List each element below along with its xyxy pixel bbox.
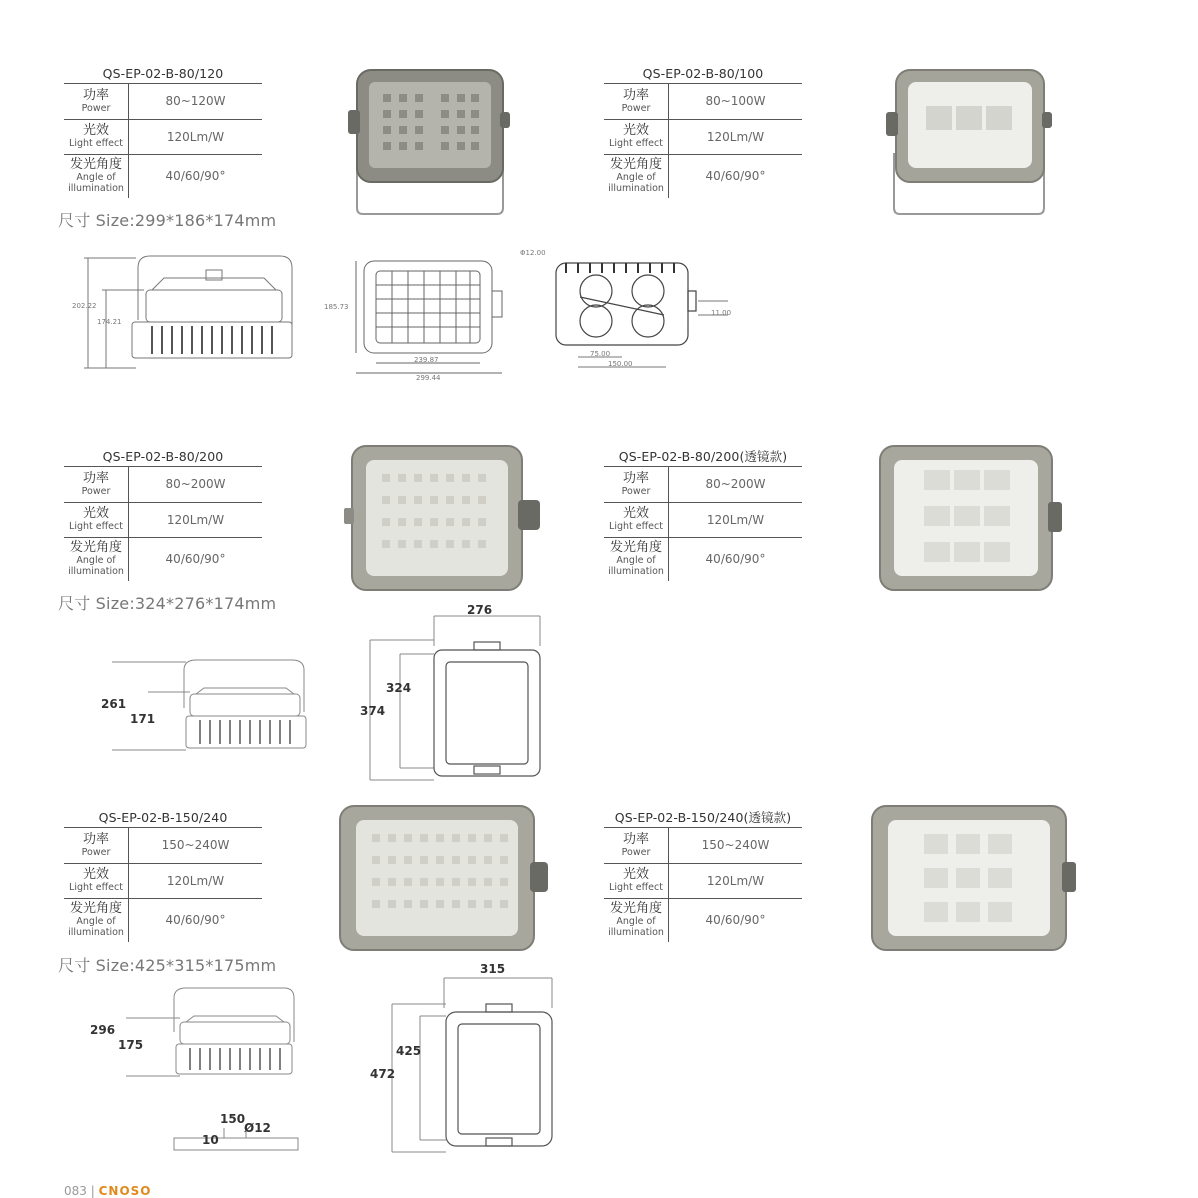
dim-text: 425	[396, 1044, 422, 1058]
effect-value: 120Lm/W	[669, 119, 803, 154]
product-photo-5	[332, 804, 554, 952]
power-label-en: Power	[621, 102, 651, 114]
angle-label: 发光角度	[69, 157, 122, 173]
angle-value: 40/60/90°	[705, 552, 766, 567]
angle-label-en1: Angle of	[616, 555, 656, 567]
brand-logo: CNOSO	[98, 1184, 152, 1198]
spec-table-6	[604, 809, 802, 942]
power-label-en: Power	[81, 102, 111, 114]
angle-label: 发光角度	[69, 901, 122, 917]
power-label-en: Power	[81, 846, 111, 858]
effect-label-en: Light effect	[609, 521, 663, 532]
dim-text: 315	[480, 962, 506, 976]
spec-table-2	[604, 65, 802, 198]
size-label-1: 尺寸 Size:299*186*174mm	[58, 211, 277, 230]
effect-label: 光效	[622, 123, 649, 138]
product-photo-1	[345, 68, 515, 216]
dim-text: 261	[101, 697, 127, 711]
dim-text: Ø12	[244, 1121, 271, 1135]
power-value: 80~200W	[669, 467, 803, 502]
power-value: 80~200W	[129, 467, 263, 502]
model-title: QS-EP-02-B-80/120	[64, 65, 262, 84]
angle-label-en2: illumination	[68, 566, 124, 578]
angle-label-en2: illumination	[68, 183, 124, 195]
angle-value: 40/60/90°	[165, 169, 226, 184]
product-photo-6	[862, 804, 1080, 954]
model-title: QS-EP-02-B-80/200	[64, 448, 262, 467]
model-title: QS-EP-02-B-80/200(透镜款)	[604, 448, 802, 467]
angle-label-en2: illumination	[608, 566, 664, 578]
spec-table-3	[64, 448, 262, 581]
effect-label-en: Light effect	[609, 882, 663, 893]
power-label: 功率	[622, 470, 649, 486]
side-drawing-2	[92, 652, 314, 758]
power-label-en: Power	[81, 485, 111, 497]
effect-value: 120Lm/W	[129, 863, 263, 898]
angle-label: 发光角度	[609, 901, 662, 917]
model-title: QS-EP-02-B-150/240	[64, 809, 262, 828]
dim-text: 276	[467, 603, 493, 617]
dim-text: 299.44	[416, 374, 441, 382]
dim-text: 185.73	[324, 303, 349, 311]
dim-text: 175	[118, 1038, 144, 1052]
dim-text: 150.00	[608, 360, 633, 368]
dim-text: 174.21	[97, 318, 122, 326]
front-drawing-2	[354, 598, 550, 788]
angle-label-en1: Angle of	[616, 916, 656, 928]
power-value: 80~100W	[669, 84, 803, 119]
angle-value: 40/60/90°	[165, 913, 226, 928]
angle-label-en1: Angle of	[76, 555, 116, 567]
angle-label-en1: Angle of	[616, 172, 656, 184]
spec-table-1	[64, 65, 262, 198]
product-photo-2	[882, 68, 1058, 216]
dim-text: 296	[90, 1023, 116, 1037]
size-label-2: 尺寸 Size:324*276*174mm	[58, 594, 277, 613]
dim-text: 11.00	[711, 309, 732, 317]
product-photo-3	[340, 444, 550, 594]
power-label: 功率	[622, 831, 649, 847]
angle-value: 40/60/90°	[705, 169, 766, 184]
footer-separator: |	[90, 1184, 95, 1198]
power-value: 150~240W	[669, 828, 803, 863]
effect-label-en: Light effect	[69, 882, 123, 893]
power-label: 功率	[622, 87, 649, 103]
effect-label-en: Light effect	[69, 138, 123, 149]
power-label: 功率	[82, 831, 109, 847]
side-drawing-3	[86, 982, 312, 1082]
size-label-3: 尺寸 Size:425*315*175mm	[58, 956, 277, 975]
angle-label-en1: Angle of	[76, 172, 116, 184]
effect-label: 光效	[622, 867, 649, 882]
dim-text: Φ12.00	[520, 249, 546, 257]
effect-value: 120Lm/W	[129, 502, 263, 537]
angle-value: 40/60/90°	[705, 913, 766, 928]
back-drawing-1	[518, 245, 733, 373]
spec-table-4	[604, 448, 802, 581]
front-drawing-3	[362, 958, 562, 1158]
effect-value: 120Lm/W	[129, 119, 263, 154]
angle-label-en2: illumination	[608, 927, 664, 939]
dim-text: 472	[370, 1067, 396, 1081]
dim-text: 202.22	[72, 302, 97, 310]
dim-text: 239.87	[414, 356, 439, 364]
effect-value: 120Lm/W	[669, 863, 803, 898]
angle-value: 40/60/90°	[165, 552, 226, 567]
effect-label-en: Light effect	[69, 521, 123, 532]
dim-text: 150	[220, 1112, 246, 1126]
effect-label: 光效	[622, 506, 649, 521]
angle-label-en1: Angle of	[76, 916, 116, 928]
side-drawing-1	[68, 250, 303, 375]
power-value: 80~120W	[129, 84, 263, 119]
power-label: 功率	[82, 87, 109, 103]
effect-label-en: Light effect	[609, 138, 663, 149]
base-drawing-3	[170, 1108, 306, 1156]
angle-label: 发光角度	[69, 540, 122, 556]
power-label-en: Power	[621, 846, 651, 858]
spec-table-5	[64, 809, 262, 942]
dim-text: 374	[360, 704, 386, 718]
page-number: 083	[64, 1184, 87, 1198]
power-label-en: Power	[621, 485, 651, 497]
effect-value: 120Lm/W	[669, 502, 803, 537]
dim-text: 10	[202, 1133, 219, 1147]
power-value: 150~240W	[129, 828, 263, 863]
dim-text: 171	[130, 712, 156, 726]
model-title: QS-EP-02-B-80/100	[604, 65, 802, 84]
effect-label: 光效	[82, 867, 109, 882]
angle-label-en2: illumination	[68, 927, 124, 939]
front-drawing-1	[322, 255, 507, 383]
power-label: 功率	[82, 470, 109, 486]
dim-text: 75.00	[590, 350, 611, 358]
angle-label-en2: illumination	[608, 183, 664, 195]
product-photo-4	[872, 444, 1068, 594]
angle-label: 发光角度	[609, 540, 662, 556]
effect-label: 光效	[82, 506, 109, 521]
dim-text: 324	[386, 681, 412, 695]
effect-label: 光效	[82, 123, 109, 138]
model-title: QS-EP-02-B-150/240(透镜款)	[604, 809, 802, 828]
angle-label: 发光角度	[609, 157, 662, 173]
